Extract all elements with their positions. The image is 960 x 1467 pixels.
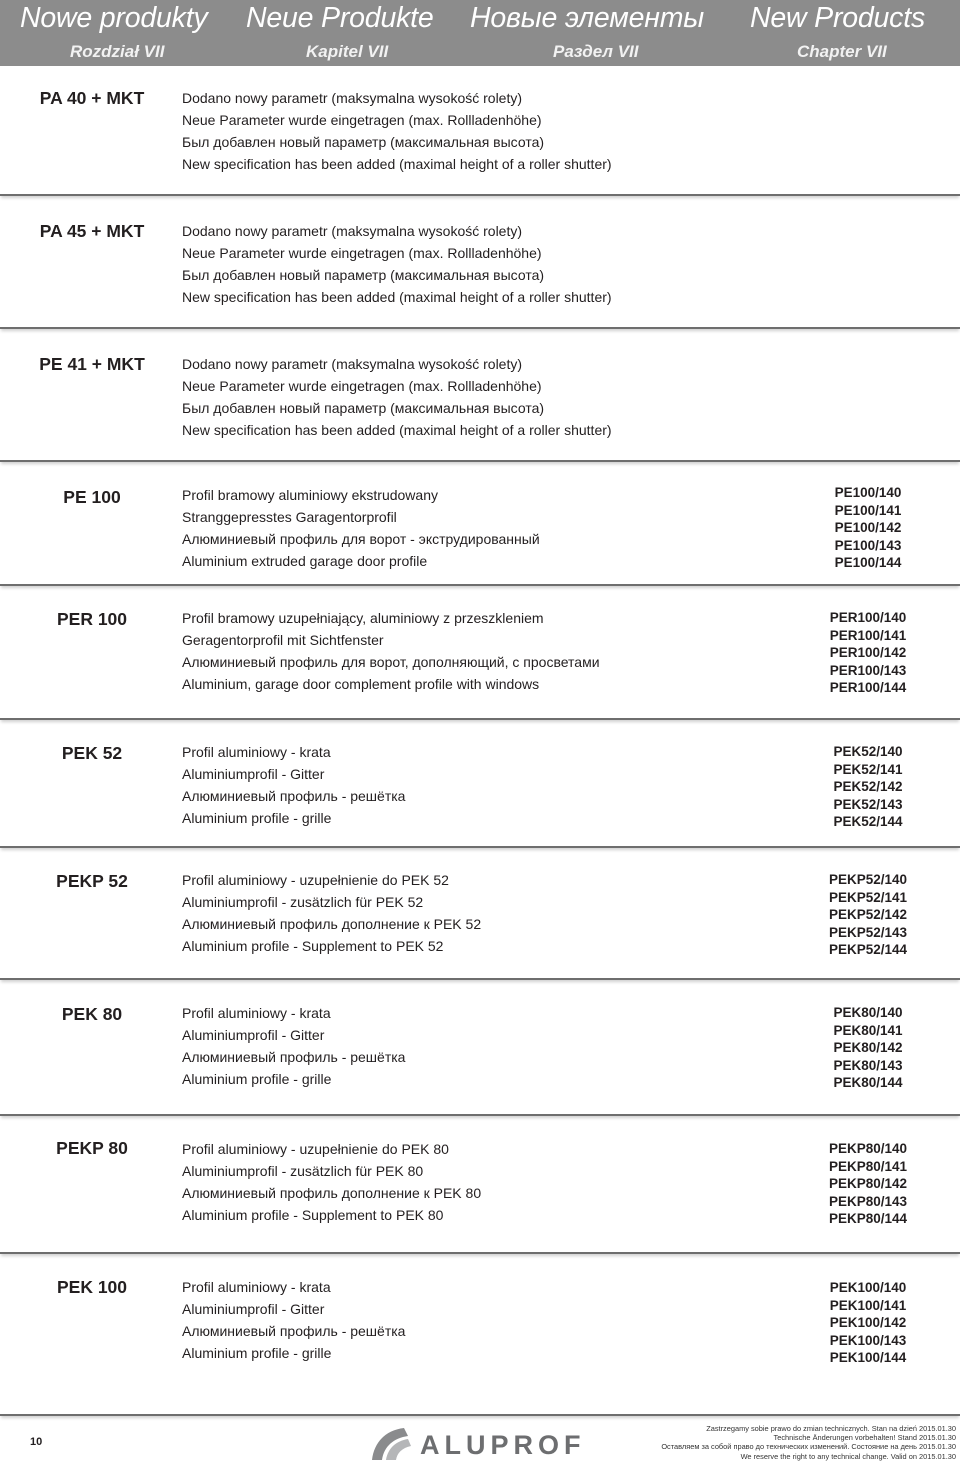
catalog-ref: PE100/144 — [834, 555, 902, 571]
description-line: Aluminium profile - Supplement to PEK 52 — [182, 938, 444, 954]
product-row — [0, 199, 960, 329]
product-row — [0, 723, 960, 848]
catalog-ref: PEK52/143 — [833, 796, 903, 812]
chapter-en: Chapter VII — [797, 42, 887, 61]
catalog-ref: PEK80/141 — [833, 1022, 903, 1038]
product-code: PEKP 80 — [56, 1138, 128, 1158]
description-line: Profil aluminiowy - uzupełnienie do PEK 52 — [182, 872, 449, 888]
catalog-ref: PEK100/142 — [829, 1315, 907, 1331]
product-row — [0, 332, 960, 462]
catalog-ref: PEK80/142 — [833, 1040, 903, 1056]
disclaimer-line: Zastrzegamy sobie prawo do zmian technicznych. Stan na dzień 2015.01.30 — [706, 1424, 956, 1433]
description-line: Aluminiumprofil - Gitter — [182, 1027, 325, 1043]
catalog-ref: PEK100/140 — [829, 1280, 907, 1295]
description-line: Aluminium profile - grille — [182, 1071, 332, 1087]
catalog-ref: PEK52/144 — [833, 814, 903, 830]
catalog-ref: PEK80/144 — [833, 1075, 903, 1091]
catalog-ref: PEK80/143 — [833, 1057, 903, 1073]
description-line: Profil aluminiowy - krata — [182, 1005, 331, 1021]
description-line: Profil bramowy uzupełniający, aluminiowy z przeszkleniem — [182, 610, 544, 626]
disclaimer — [661, 1424, 956, 1461]
product-description — [182, 1276, 405, 1364]
description-line: Stranggepresstes Garagentorprofil — [182, 509, 397, 525]
description-line: Aluminiumprofil - zusätzlich für PEK 80 — [182, 1163, 424, 1179]
catalog-ref: PER100/143 — [829, 662, 907, 678]
catalog-ref: PER100/144 — [829, 680, 907, 696]
product-description — [182, 353, 612, 441]
product-code: PE 41 + MKT — [39, 354, 145, 374]
catalog-ref: PEK100/144 — [829, 1350, 907, 1366]
description-line: Profil aluminiowy - uzupełnienie do PEK 80 — [182, 1141, 449, 1157]
description-line: Dodano nowy parametr (maksymalna wysokość rolety) — [182, 356, 523, 372]
product-code: PE 100 — [63, 487, 121, 507]
description-line: New specification has been added (maximal height of a roller shutter) — [182, 156, 612, 172]
description-line: New specification has been added (maximal height of a roller shutter) — [182, 289, 612, 305]
aluprof-logo-icon — [370, 1424, 418, 1462]
product-description — [182, 1002, 405, 1090]
catalog-refs — [778, 1140, 958, 1228]
catalog-ref: PEK52/140 — [833, 744, 903, 759]
product-description — [182, 741, 405, 829]
page-footer — [0, 1414, 960, 1465]
product-row — [0, 983, 960, 1116]
product-code: PEK 100 — [56, 1277, 128, 1297]
product-row — [0, 1119, 960, 1254]
chapter-pl: Rozdział VII — [70, 42, 165, 61]
description-line: Алюминиевый профиль - решётка — [182, 1049, 406, 1065]
catalog-ref: PE100/140 — [834, 485, 902, 500]
catalog-ref: PEKP80/142 — [828, 1176, 908, 1192]
catalog-ref: PEKP52/142 — [828, 907, 908, 923]
chapter-row — [0, 42, 960, 64]
catalog-ref: PE100/143 — [834, 537, 902, 553]
page-header — [0, 0, 960, 66]
catalog-refs — [778, 609, 958, 697]
product-description — [182, 484, 540, 572]
description-line: Aluminium, garage door complement profile with windows — [182, 676, 540, 692]
description-line: Алюминиевый профиль - решётка — [182, 1323, 406, 1339]
product-description — [182, 607, 600, 695]
description-line: Aluminiumprofil - Gitter — [182, 766, 325, 782]
product-code: PEKP 52 — [56, 871, 128, 891]
title-en: New Products — [750, 2, 926, 34]
product-row — [0, 1257, 960, 1416]
description-line: Aluminium extruded garage door profile — [182, 553, 428, 569]
disclaimer-line: We reserve the right to any technical change. Valid on 2015.01.30 — [740, 1451, 956, 1461]
description-line: Алюминиевый профиль дополнение к PEK 80 — [182, 1185, 482, 1201]
description-line: Neue Parameter wurde eingetragen (max. Rollladenhöhe) — [182, 378, 542, 394]
description-line: Алюминиевый профиль - решётка — [182, 788, 406, 804]
aluprof-logo — [370, 1424, 590, 1462]
catalog-refs — [778, 871, 958, 959]
chapter-ru: Раздел VII — [553, 42, 639, 61]
description-line: Алюминиевый профиль для ворот, дополняющий, с просветами — [182, 654, 600, 670]
description-line: Neue Parameter wurde eingetragen (max. Rollladenhöhe) — [182, 245, 542, 261]
chapter-de: Kapitel VII — [306, 42, 389, 61]
page-number: 10 — [30, 1436, 43, 1448]
catalog-refs — [778, 1279, 958, 1367]
catalog-ref: PEK52/142 — [833, 779, 903, 795]
description-line: Aluminium profile - grille — [182, 1345, 332, 1361]
catalog-ref: PEKP52/141 — [828, 889, 908, 905]
catalog-refs — [778, 743, 958, 831]
catalog-ref: PE100/141 — [834, 502, 902, 518]
description-line: Dodano nowy parametr (maksymalna wysokość rolety) — [182, 223, 523, 239]
product-description — [182, 869, 481, 957]
product-code: PA 45 + MKT — [39, 221, 145, 241]
product-row — [0, 851, 960, 980]
catalog-ref: PEKP52/144 — [828, 942, 908, 958]
description-line: Dodano nowy parametr (maksymalna wysokość rolety) — [182, 90, 523, 106]
title-row — [0, 0, 960, 38]
description-line: Aluminium profile - Supplement to PEK 80 — [182, 1207, 444, 1223]
catalog-ref: PEKP80/141 — [828, 1158, 908, 1174]
description-line: Был добавлен новый параметр (максимальная высота) — [182, 267, 545, 283]
description-line: Алюминиевый профиль дополнение к PEK 52 — [182, 916, 482, 932]
catalog-ref: PER100/142 — [829, 645, 907, 661]
description-line: Profil aluminiowy - krata — [182, 744, 331, 760]
description-line: Neue Parameter wurde eingetragen (max. Rollladenhöhe) — [182, 112, 542, 128]
disclaimer-line: Оставляем за собой право до технических изменений. Состояние на день 2015.01.30 — [661, 1442, 956, 1452]
catalog-ref: PEKP52/140 — [828, 872, 908, 887]
product-description — [182, 220, 612, 308]
description-line: Был добавлен новый параметр (максимальная высота) — [182, 400, 545, 416]
description-line: New specification has been added (maximal height of a roller shutter) — [182, 422, 612, 438]
product-code: PER 100 — [56, 609, 128, 629]
title-de: Neue Produkte — [246, 2, 434, 34]
product-code: PA 40 + MKT — [39, 88, 145, 108]
product-row — [0, 66, 960, 196]
product-row — [0, 589, 960, 720]
description-line: Profil bramowy aluminiowy ekstrudowany — [182, 487, 438, 503]
catalog-ref: PEKP80/143 — [828, 1193, 908, 1209]
description-line: Geragentorprofil mit Sichtfenster — [182, 632, 384, 648]
product-description — [182, 87, 612, 175]
product-row — [0, 465, 960, 586]
title-ru: Новые элементы — [470, 2, 705, 34]
title-pl: Nowe produkty — [20, 2, 208, 34]
catalog-refs — [778, 484, 958, 572]
catalog-refs — [778, 1004, 958, 1092]
product-code: PEK 80 — [61, 1004, 123, 1024]
description-line: Profil aluminiowy - krata — [182, 1279, 331, 1295]
description-line: Алюминиевый профиль для ворот - экструдированный — [182, 531, 540, 547]
catalog-ref: PEK80/140 — [833, 1005, 903, 1020]
product-description — [182, 1138, 481, 1226]
catalog-ref: PEK100/143 — [829, 1332, 907, 1348]
catalog-ref: PEKP80/140 — [828, 1141, 908, 1156]
catalog-ref: PEK52/141 — [833, 761, 903, 777]
catalog-ref: PE100/142 — [834, 520, 902, 536]
description-line: Был добавлен новый параметр (максимальная высота) — [182, 134, 545, 150]
disclaimer-line: Technische Änderungen vorbehalten! Stand 2015.01.30 — [773, 1433, 956, 1443]
catalog-ref: PEK100/141 — [829, 1297, 907, 1313]
catalog-ref: PEKP80/144 — [828, 1211, 908, 1227]
catalog-ref: PER100/140 — [829, 610, 907, 625]
description-line: Aluminiumprofil - Gitter — [182, 1301, 325, 1317]
description-line: Aluminium profile - grille — [182, 810, 332, 826]
catalog-ref: PER100/141 — [829, 627, 907, 643]
logo-text: ALUPROF — [420, 1430, 586, 1460]
product-code: PEK 52 — [61, 743, 123, 763]
description-line: Aluminiumprofil - zusätzlich für PEK 52 — [182, 894, 424, 910]
catalog-ref: PEKP52/143 — [828, 924, 908, 940]
